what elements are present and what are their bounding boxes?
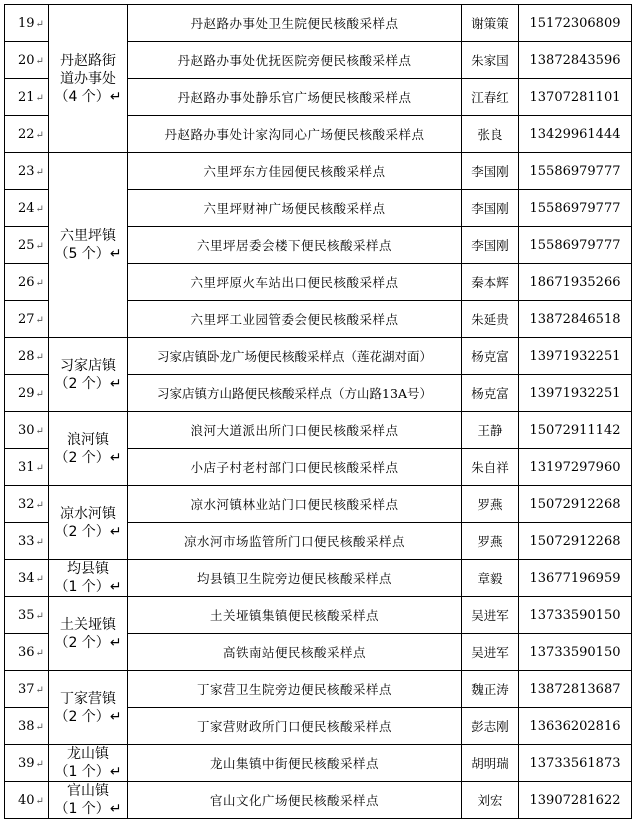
town-cell: 六里坪镇 （5 个）↵ — [49, 153, 128, 338]
town-cell: 习家店镇 （2 个）↵ — [49, 338, 128, 412]
contact-phone: 13872813687 — [519, 671, 632, 708]
contact-phone: 13872843596 — [519, 42, 632, 79]
contact-phone: 15072912268 — [519, 523, 632, 560]
table-row — [5, 338, 632, 375]
site-name: 龙山集镇中街便民核酸采样点 — [128, 745, 462, 782]
site-name: 小店子村老村部门口便民核酸采样点 — [128, 449, 462, 486]
contact-phone: 13707281101 — [519, 79, 632, 116]
contact-person: 章毅 — [462, 560, 519, 597]
contact-person: 江春红 — [462, 79, 519, 116]
contact-phone: 15072911142 — [519, 412, 632, 449]
row-number: 26↵ — [5, 264, 49, 301]
row-number: 29↵ — [5, 375, 49, 412]
contact-person: 朱延贵 — [462, 301, 519, 338]
contact-person: 彭志刚 — [462, 708, 519, 745]
table-row — [5, 153, 632, 190]
town-cell: 土关垭镇 （2 个）↵ — [49, 597, 128, 671]
contact-phone: 13872846518 — [519, 301, 632, 338]
site-name: 浪河大道派出所门口便民核酸采样点 — [128, 412, 462, 449]
row-number: 32↵ — [5, 486, 49, 523]
contact-person: 吴进军 — [462, 597, 519, 634]
site-name: 丹赵路办事处静乐官广场便民核酸采样点 — [128, 79, 462, 116]
town-cell: 丹赵路街道办事处 （4 个）↵ — [49, 5, 128, 153]
row-number: 25↵ — [5, 227, 49, 264]
contact-phone: 13197297960 — [519, 449, 632, 486]
contact-phone: 13907281622 — [519, 782, 632, 819]
contact-person: 吴进军 — [462, 634, 519, 671]
contact-person: 谢策策 — [462, 5, 519, 42]
row-number: 22↵ — [5, 116, 49, 153]
town-cell: 浪河镇 （2 个）↵ — [49, 412, 128, 486]
site-name: 丁家营卫生院旁边便民核酸采样点 — [128, 671, 462, 708]
contact-phone: 15172306809 — [519, 5, 632, 42]
town-cell: 均县镇 （1 个）↵ — [49, 560, 128, 597]
row-number: 24↵ — [5, 190, 49, 227]
site-name: 六里坪东方佳园便民核酸采样点 — [128, 153, 462, 190]
contact-phone: 15586979777 — [519, 190, 632, 227]
contact-person: 王静 — [462, 412, 519, 449]
table-row — [5, 671, 632, 708]
contact-person: 朱自祥 — [462, 449, 519, 486]
row-number: 37↵ — [5, 671, 49, 708]
row-number: 30↵ — [5, 412, 49, 449]
row-number: 33↵ — [5, 523, 49, 560]
contact-phone: 15072912268 — [519, 486, 632, 523]
row-number: 20↵ — [5, 42, 49, 79]
site-name: 习家店镇卧龙广场便民核酸采样点（莲花湖对面） — [128, 338, 462, 375]
row-number: 40↵ — [5, 782, 49, 819]
site-name: 凉水河镇林业站门口便民核酸采样点 — [128, 486, 462, 523]
site-name: 六里坪工业园管委会便民核酸采样点 — [128, 301, 462, 338]
site-name: 六里坪原火车站出口便民核酸采样点 — [128, 264, 462, 301]
town-cell: 龙山镇 （1 个）↵ — [49, 745, 128, 782]
contact-person: 魏正涛 — [462, 671, 519, 708]
row-number: 38↵ — [5, 708, 49, 745]
contact-phone: 13971932251 — [519, 338, 632, 375]
contact-phone: 15586979777 — [519, 153, 632, 190]
site-name: 六里坪财神广场便民核酸采样点 — [128, 190, 462, 227]
contact-phone: 13971932251 — [519, 375, 632, 412]
table-row — [5, 412, 632, 449]
contact-person: 杨克富 — [462, 338, 519, 375]
site-name: 土关垭镇集镇便民核酸采样点 — [128, 597, 462, 634]
contact-person: 朱家国 — [462, 42, 519, 79]
contact-person: 李国刚 — [462, 153, 519, 190]
table-row — [5, 5, 632, 42]
row-number: 36↵ — [5, 634, 49, 671]
row-number: 39↵ — [5, 745, 49, 782]
site-name: 均县镇卫生院旁边便民核酸采样点 — [128, 560, 462, 597]
contact-person: 胡明瑞 — [462, 745, 519, 782]
contact-person: 李国刚 — [462, 227, 519, 264]
row-number: 23↵ — [5, 153, 49, 190]
contact-person: 罗燕 — [462, 523, 519, 560]
row-number: 21↵ — [5, 79, 49, 116]
site-name: 丹赵路办事处计家沟同心广场便民核酸采样点 — [128, 116, 462, 153]
site-name: 官山文化广场便民核酸采样点 — [128, 782, 462, 819]
contact-phone: 15586979777 — [519, 227, 632, 264]
contact-phone: 13733561873 — [519, 745, 632, 782]
town-cell: 官山镇 （1 个）↵ — [49, 782, 128, 819]
contact-person: 张良 — [462, 116, 519, 153]
contact-phone: 13636202816 — [519, 708, 632, 745]
row-number: 35↵ — [5, 597, 49, 634]
contact-person: 罗燕 — [462, 486, 519, 523]
town-cell: 丁家营镇 （2 个）↵ — [49, 671, 128, 745]
table-row — [5, 597, 632, 634]
row-number: 27↵ — [5, 301, 49, 338]
row-number: 31↵ — [5, 449, 49, 486]
contact-person: 秦本辉 — [462, 264, 519, 301]
row-number: 19↵ — [5, 5, 49, 42]
row-number: 28↵ — [5, 338, 49, 375]
contact-person: 李国刚 — [462, 190, 519, 227]
table-row — [5, 560, 632, 597]
contact-phone: 13733590150 — [519, 597, 632, 634]
table-row — [5, 486, 632, 523]
site-name: 丁家营财政所门口便民核酸采样点 — [128, 708, 462, 745]
contact-phone: 13429961444 — [519, 116, 632, 153]
contact-phone: 13733590150 — [519, 634, 632, 671]
site-name: 习家店镇方山路便民核酸采样点（方山路13A号） — [128, 375, 462, 412]
site-name: 凉水河市场监管所门口便民核酸采样点 — [128, 523, 462, 560]
site-name: 六里坪居委会楼下便民核酸采样点 — [128, 227, 462, 264]
contact-phone: 18671935266 — [519, 264, 632, 301]
site-name: 高铁南站便民核酸采样点 — [128, 634, 462, 671]
contact-person: 刘宏 — [462, 782, 519, 819]
row-number: 34↵ — [5, 560, 49, 597]
town-cell: 凉水河镇 （2 个）↵ — [49, 486, 128, 560]
testing-sites-table — [4, 4, 632, 819]
site-name: 丹赵路办事处优抚医院旁便民核酸采样点 — [128, 42, 462, 79]
contact-person: 杨克富 — [462, 375, 519, 412]
site-name: 丹赵路办事处卫生院便民核酸采样点 — [128, 5, 462, 42]
table-row — [5, 745, 632, 782]
table-row — [5, 782, 632, 819]
contact-phone: 13677196959 — [519, 560, 632, 597]
